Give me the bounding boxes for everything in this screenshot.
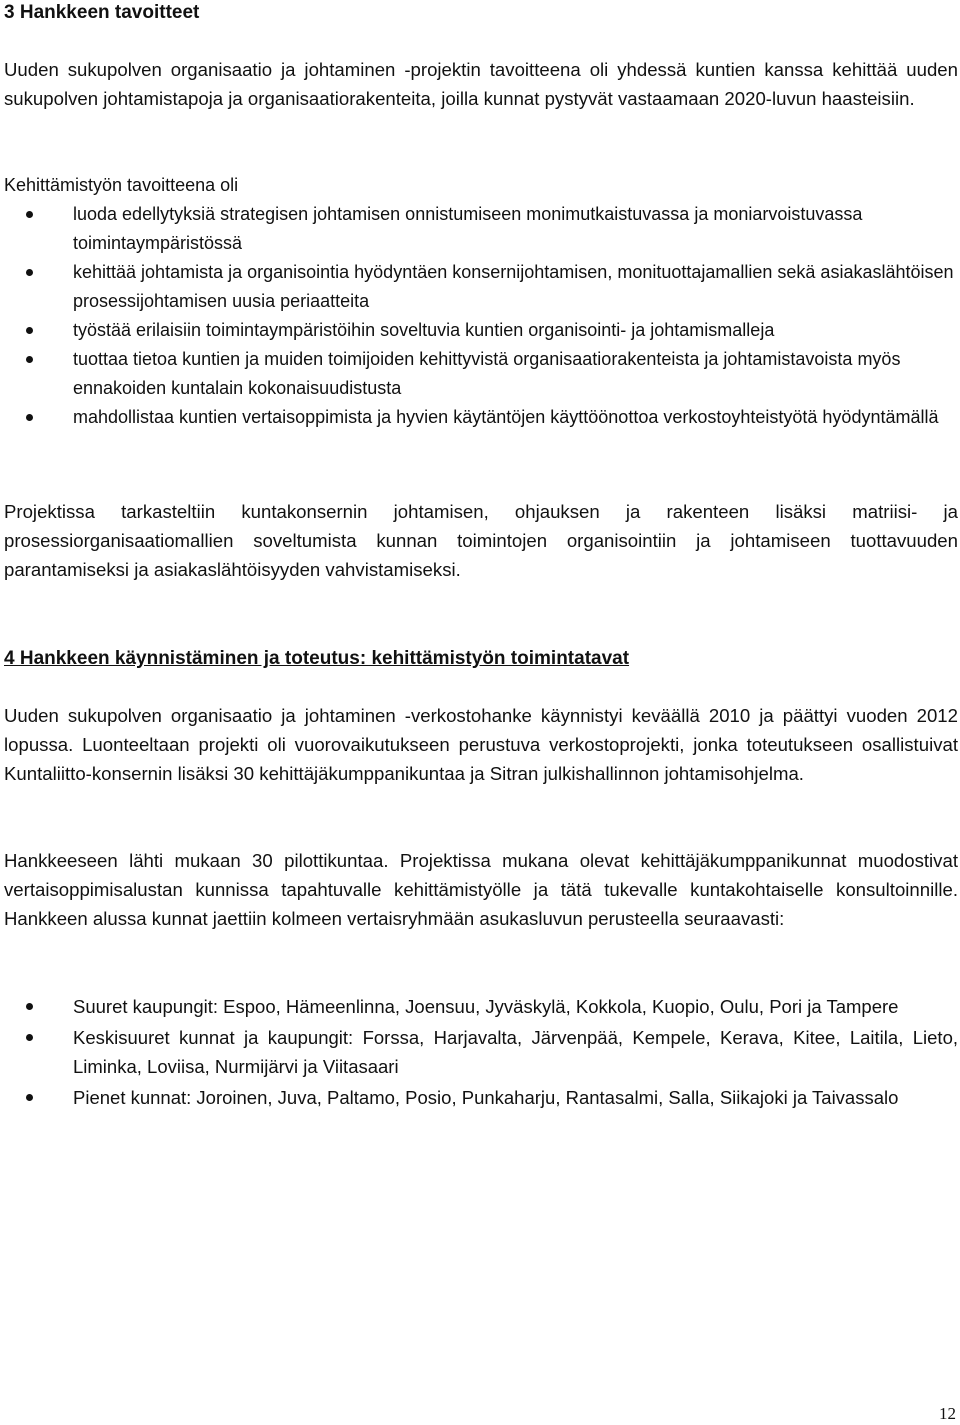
section-3-closing: Projektissa tarkasteltiin kuntakonsernin johtamisen, ohjauksen ja rakenteen lisäksi matriisi- ja prosessiorganisaatiomallien soveltumista kunnan toimintojen organisointiin ja johtamiseen tuottavuuden parantamiseksi ja asiakaslähtöisyyden vahvistamiseksi. bbox=[4, 501, 958, 580]
bullet-icon bbox=[26, 1003, 33, 1010]
section-4-para-2: Hankkeeseen lähti mukaan 30 pilottikuntaa. Projektissa mukana olevat kehittäjäkumppanikunnat muodostivat vertaisoppimisalustan kunnissa tapahtuvalle kehittämistyölle ja tätä tukevalle kuntakohtaiselle konsultoinnille. Hankkeen alussa kunnat jaettiin kolmeen vertaisryhmään asukasluvun perusteella seuraavasti: bbox=[4, 850, 958, 929]
list-item: kehittää johtamista ja organisointia hyödyntäen konsernijohtamisen, monituottajamallien sekä asiakaslähtöisen prosessijohtamisen uusia periaatteita bbox=[4, 258, 958, 316]
bullet-icon bbox=[26, 1094, 33, 1101]
bullet-icon bbox=[26, 356, 33, 363]
goals-list bbox=[4, 200, 958, 432]
list-item: Suuret kaupungit: Espoo, Hämeenlinna, Joensuu, Jyväskylä, Kokkola, Kuopio, Oulu, Pori ja Tampere bbox=[4, 992, 958, 1022]
section-3-heading: 3 Hankkeen tavoitteet bbox=[4, 2, 200, 23]
bullet-icon bbox=[26, 269, 33, 276]
bullet-icon bbox=[26, 211, 33, 218]
section-3-intro-block bbox=[4, 55, 958, 113]
bullet-icon bbox=[26, 1034, 33, 1041]
list-item: mahdollistaa kuntien vertaisoppimista ja hyvien käytäntöjen käyttöönottoa verkostoyhteistyötä hyödyntämällä bbox=[4, 403, 958, 432]
section-3-intro: Uuden sukupolven organisaatio ja johtaminen -projektin tavoitteena oli yhdessä kuntien kanssa kehittää uuden sukupolven johtamistapoja ja organisaatiorakenteita, joilla kunnat pystyvät vastaamaan 2020-luvun haasteisiin. bbox=[4, 59, 958, 109]
list-item: tuottaa tietoa kuntien ja muiden toimijoiden kehittyvistä organisaatiorakenteista ja johtamistavoista myös ennakoiden kuntalain kokonaisuudistusta bbox=[4, 345, 958, 403]
groups-block bbox=[4, 992, 958, 1112]
list-item: Pienet kunnat: Joroinen, Juva, Paltamo, Posio, Punkaharju, Rantasalmi, Salla, Siikajoki ja Taivassalo bbox=[4, 1083, 958, 1113]
section-4-para-1-block bbox=[4, 701, 958, 788]
goals-block bbox=[4, 171, 958, 432]
list-item: Keskisuuret kunnat ja kaupungit: Forssa, Harjavalta, Järvenpää, Kempele, Kerava, Kitee, Laitila, Lieto, Liminka, Loviisa, Nurmijärvi ja Viitasaari bbox=[4, 1023, 958, 1082]
bullet-icon bbox=[26, 414, 33, 421]
section-4-para-1: Uuden sukupolven organisaatio ja johtaminen -verkostohanke käynnistyi keväällä 2010 ja päättyi vuoden 2012 lopussa. Luonteeltaan projekti oli vuorovaikutukseen perustuva verkostoprojekti, jonka toteutukseen osallistuivat Kuntaliitto-konsernin lisäksi 30 kehittäjäkumppanikuntaa ja Sitran julkishallinnon johtamisohjelma. bbox=[4, 705, 958, 784]
page-number: 12 bbox=[939, 1404, 956, 1423]
section-4-para-2-block bbox=[4, 846, 958, 933]
bullet-icon bbox=[26, 327, 33, 334]
section-3-closing-block bbox=[4, 497, 958, 584]
goals-lead: Kehittämistyön tavoitteena oli bbox=[4, 175, 239, 195]
groups-list bbox=[4, 992, 958, 1112]
list-item: työstää erilaisiin toimintaympäristöihin soveltuvia kuntien organisointi- ja johtamismalleja bbox=[4, 316, 958, 345]
list-item: luoda edellytyksiä strategisen johtamisen onnistumiseen monimutkaistuvassa ja moniarvoistuvassa toimintaympäristössä bbox=[4, 200, 958, 258]
section-4-heading: 4 Hankkeen käynnistäminen ja toteutus: kehittämistyön toimintatavat bbox=[4, 648, 630, 669]
